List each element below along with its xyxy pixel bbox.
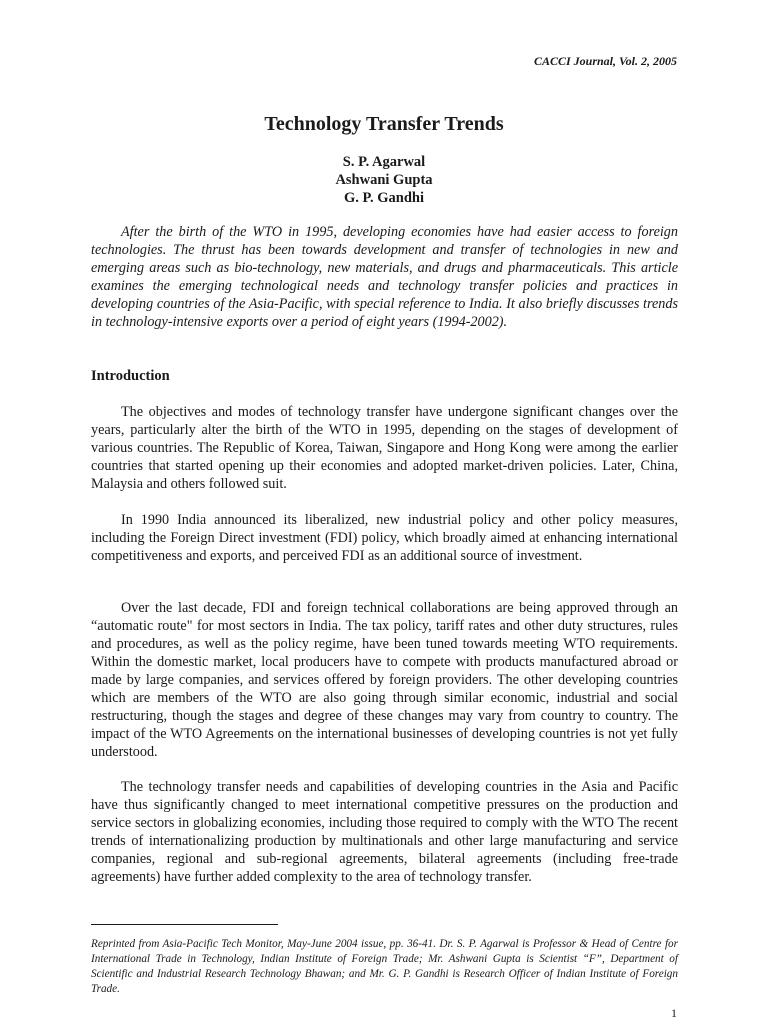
footnote: Reprinted from Asia-Pacific Tech Monitor, May-June 2004 issue, pp. 36-41. Dr. S. P. Agarwal is Professor & Head of Centre for International Trade in Technology, Indian Institute of Foreign Trade; Mr. Ashwani Gupta is Scientist “F”, Department of Scientific and Industrial Research Technology Bhawan; and Mr. G. P. Gandhi is Research Officer of Indian Institute of Foreign Trade. xyxy=(91,938,678,995)
journal-header: CACCI Journal, Vol. 2, 2005 xyxy=(533,54,677,68)
article-title: Technology Transfer Trends xyxy=(264,113,504,135)
footnote-divider xyxy=(91,924,278,925)
author-name: S. P. Agarwal xyxy=(342,154,426,170)
body-paragraph: In 1990 India announced its liberalized, new industrial policy and other policy measures, including the Foreign Direct investment (FDI) policy, which broadly aimed at enhancing international competitiveness and exports, and perceived FDI as an additional source of investment. xyxy=(91,512,678,564)
author-name: Ashwani Gupta xyxy=(335,172,433,188)
body-paragraph: The objectives and modes of technology transfer have undergone significant changes over the years, particularly alter the birth of the WTO in 1995, depending on the stages of development of various countries. The Republic of Korea, Taiwan, Singapore and Hong Kong were among the earlier countries that started opening up their economies and adopted market-driven policies. Later, China, Malaysia and others followed suit. xyxy=(91,404,678,492)
page-number: 1 xyxy=(671,1006,677,1020)
author-list xyxy=(0,153,768,207)
body-paragraph: The technology transfer needs and capabilities of developing countries in the Asia and Pacific have thus significantly changed to meet international competitive pressures on the production and service sectors in globalizing economies, including those required to comply with the WTO The recent trends of internationalizing production by multinationals and other large manufacturing and service companies, regional and sub-regional agreements, bilateral agreements (including free-trade agreements) have further added complexity to the area of technology transfer. xyxy=(91,779,678,885)
author-name: G. P. Gandhi xyxy=(343,190,425,206)
body-paragraph: Over the last decade, FDI and foreign technical collaborations are being approved through an “automatic route" for most sectors in India. The tax policy, tariff rates and other duty structures, rules and procedures, as well as the policy regime, have been tuned towards meeting WTO requirements. Within the domestic market, local producers have to compete with products manufactured abroad or made by large companies, and services offered by foreign providers. The other developing countries which are members of the WTO are also going through similar economic, industrial and social restructuring, though the stages and degree of these changes may vary from country to country. The impact of the WTO Agreements on the international businesses of developing countries is not yet fully understood. xyxy=(91,600,678,760)
abstract: After the birth of the WTO in 1995, developing economies have had easier access to foreign technologies. The thrust has been towards development and transfer of technologies in new and emerging areas such as bio-technology, new materials, and drugs and pharmaceuticals. This article examines the emerging technological needs and technology transfer policies and practices in developing countries of the Asia-Pacific, with special reference to India. It also briefly discusses trends in technology-intensive exports over a period of eight years (1994-2002). xyxy=(91,224,678,330)
section-heading: Introduction xyxy=(91,368,170,384)
